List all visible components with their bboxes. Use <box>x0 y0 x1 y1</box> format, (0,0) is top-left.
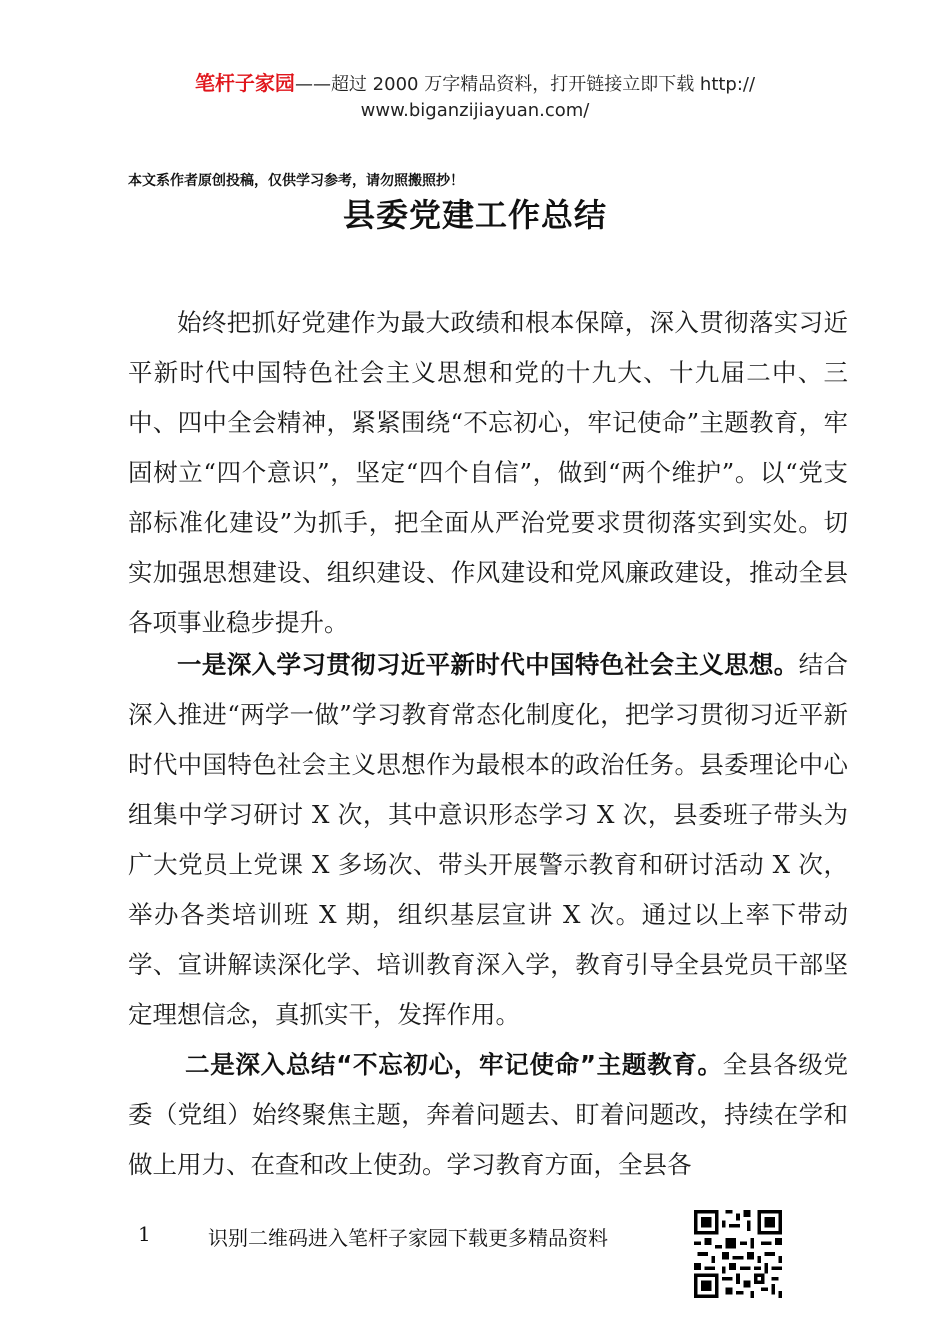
paragraph-section-1 <box>128 640 848 1040</box>
paragraph-body: 结合深入推进“两学一做”学习教育常态化制度化，把学习贯彻习近平新时代中国特色社会主义思想作为最根本的政治任务。县委理论中心组集中学习研讨 X 次，其中意识形态学习 X 次，县委班子带头为广大党员上党课 X 多场次、带头开展警示教育和研讨活动 X 次，举办各类培训班 X 期，组织基层宣讲 X 次。通过以上率下带动学、宣讲解读深化学、培训教育深入学，教育引导全县党员干部坚定理想信念，真抓实干，发挥作用。 <box>128 650 849 1029</box>
paragraph-body: 全县各级党委（党组）始终聚焦主题，奔着问题去、盯着问题改，持续在学和做上用力、在查和改上使劲。学习教育方面，全县各 <box>128 1050 849 1179</box>
paragraph-lead: 一是深入学习贯彻习近平新时代中国特色社会主义思想。 <box>177 650 799 679</box>
copyright-notice: 本文系作者原创投稿，仅供学习参考，请勿照搬照抄！ <box>128 173 464 189</box>
header-line-1 <box>0 70 950 98</box>
paragraph-lead: 二是深入总结“不忘初心，牢记使命”主题教育。 <box>185 1050 723 1079</box>
qr-code-icon[interactable] <box>694 1210 782 1298</box>
header-url[interactable]: www.biganzijiayuan.com/ <box>360 100 590 121</box>
page-number: 1 <box>138 1222 151 1246</box>
page-header <box>0 70 950 124</box>
paragraph-intro <box>128 298 848 648</box>
document-title: 县委党建工作总结 <box>342 196 607 234</box>
header-tagline: ——超过 2000 万字精品资料，打开链接立即下载 http:// <box>294 74 756 95</box>
paragraph-section-2 <box>128 1040 848 1190</box>
brand-name[interactable]: 笔杆子家园 <box>194 71 295 95</box>
paragraph-body: 始终把抓好党建作为最大政绩和根本保障，深入贯彻落实习近平新时代中国特色社会主义思想和党的十九大、十九届二中、三中、四中全会精神，紧紧围绕“不忘初心，牢记使命”主题教育，牢固树立“四个意识”，坚定“四个自信”，做到“两个维护”。以“党支部标准化建设”为抓手，把全面从严治党要求贯彻落实到实处。切实加强思想建设、组织建设、作风建设和党风廉政建设，推动全县各项事业稳步提升。 <box>128 308 848 637</box>
footer-caption: 识别二维码进入笔杆子家园下载更多精品资料 <box>208 1226 608 1250</box>
